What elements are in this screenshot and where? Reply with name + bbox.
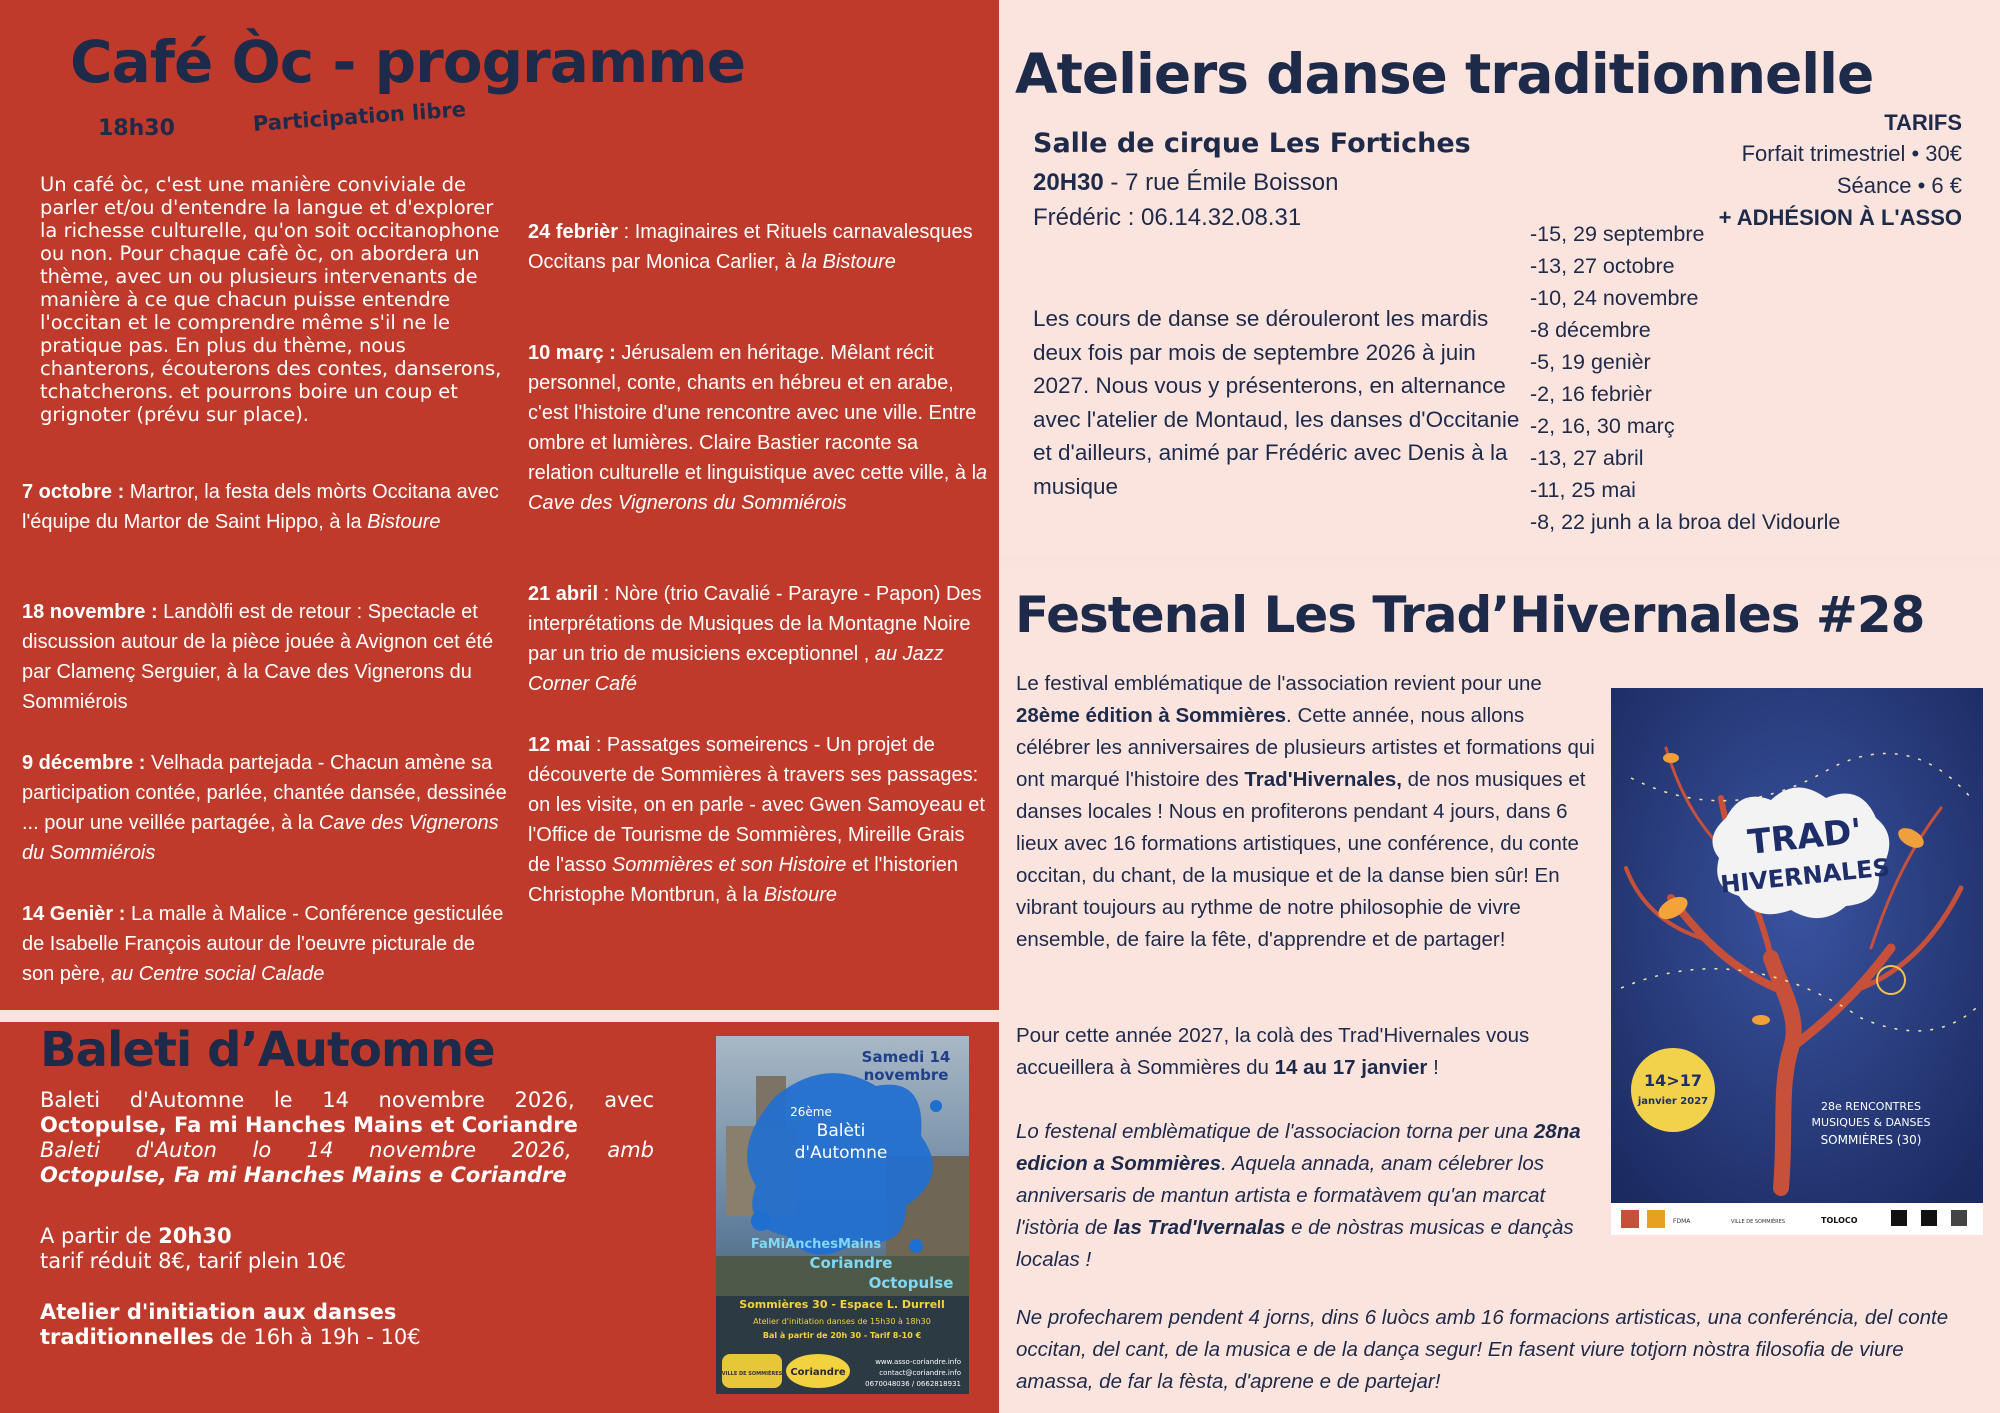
p-text: de nos musiques et danses locales ! Nous en profiterons pendant 4 jours, dans 6 lieux avec 16 formations artistiques, une conférence, du conte occitan, du chant, de la musique et de la danse bien sûr! En vibrant toujours au rythme de notre philosophie de vivre ensemble, de faire la fête, d'apprendre et de partager!	[1016, 768, 1586, 951]
baleti-atelier-time: de 16h à 19h - 10€	[213, 1325, 421, 1349]
poster-illustration	[1611, 688, 1983, 1235]
bal-poster-place: Sommières 30 - Espace L. Durrell	[739, 1298, 945, 1311]
entry-place: la Bistoure	[801, 251, 896, 273]
ateliers-date: -10, 24 novembre	[1530, 286, 1699, 310]
baleti-tarif: tarif réduit 8€, tarif plein 10€	[40, 1249, 346, 1273]
baleti-start-label: A partir de	[40, 1224, 159, 1248]
cafe-entry-march	[528, 338, 988, 518]
poster-title-2: HIVERNALES	[1719, 853, 1892, 899]
bal-poster-name-1: Balèti	[816, 1121, 866, 1141]
festenal-paragraph-oc	[1016, 1116, 1596, 1276]
cafe-oc-section	[0, 0, 999, 1010]
entry-place: a Cave des Vignerons du Sommiérois	[528, 462, 988, 514]
p-bold: las Trad'Ivernalas	[1113, 1216, 1286, 1239]
festenal-paragraph-oc-2: Ne profecharem pendent 4 jorns, dins 6 luòcs amb 16 formacions artisticas, una conferéncia, del conte occitan, del cant, de la musica e de la dança segur! En fasent viure totjorn nòstra filosofia de viure amassa, de far la fèsta, d'aprene e de partejar!	[1016, 1306, 1949, 1393]
baleti-bands-oc: Octopulse, Fa mi Hanches Mains e Coriandre	[40, 1163, 567, 1187]
bal-poster-logo-ville: VILLE DE SOMMIÈRES	[721, 1371, 783, 1377]
ateliers-time-address	[1033, 169, 1339, 197]
cafe-entry-november	[22, 597, 510, 717]
entry-date: 10 març :	[528, 342, 616, 364]
baleti-start-time: 20h30	[158, 1224, 232, 1248]
entry-date: 12 mai	[528, 734, 591, 756]
ateliers-tarifs	[1719, 108, 1962, 234]
ateliers-date: -8, 22 junh a la broa del Vidourle	[1530, 510, 1841, 534]
ateliers-dates-list	[1530, 218, 1840, 538]
bal-poster-band-2: Coriandre	[809, 1254, 893, 1272]
baleti-oc-text: Baleti d'Auton lo 14 novembre 2026, amb	[40, 1138, 654, 1162]
bal-poster-date-1: Samedi 14	[861, 1048, 951, 1066]
poster-sponsor-toloco: TOLOCO	[1821, 1216, 1858, 1225]
trad-hivernales-poster	[1611, 688, 1983, 1235]
cafe-oc-title: Café Òc - programme	[70, 28, 746, 96]
cafe-entry-april	[528, 579, 988, 699]
cafe-oc-intro: Un café òc, c'est une manière conviviale de parler et/ou d'entendre la langue et d'explorer la richesse culturelle, qu'on soit occitanophone ou non. Pour chaque cafè òc, on abordera un thème, avec un ou plusieurs intervenants de manière à ce que chacun puisse entendre l'occitan et le comprendre même s'il ne le pratique pas. En plus du thème, nous chanterons, écouterons des contes, danserons, tchatcherons. et pourrons boire un coup et grignoter (prévu sur place).	[40, 173, 502, 426]
p-bold: 14 au 17 janvier	[1274, 1056, 1428, 1079]
baleti-bands-fr: Octopulse, Fa mi Hanches Mains et Coriandre	[40, 1113, 578, 1137]
bal-poster-mail: contact@coriandre.info	[879, 1369, 961, 1377]
baleti-fr-line-2	[40, 1113, 578, 1138]
poster-dates-2: janvier 2027	[1637, 1096, 1709, 1107]
entry-text: : Passatges someirencs - Un projet de découverte de Sommières à travers ses passages: on les visite, on en parle - avec Gwen Samoyeau et l'Office de Tourisme de Sommières, Mireille Grais de l'asso	[528, 734, 985, 876]
p-text: e de nòstras musicas e dançàs localas !	[1016, 1216, 1574, 1271]
p-text: Pour cette année 2027, la colà des Trad'Hivernales vous accueillera à Sommières du	[1016, 1024, 1530, 1079]
baleti-poster	[716, 1036, 969, 1394]
entry-place: au Jazz Corner Café	[528, 643, 944, 695]
poster-rencontres-2: MUSIQUES & DANSES	[1811, 1116, 1931, 1129]
festenal-paragraph-fr	[1016, 668, 1596, 956]
entry-date: 21 abril	[528, 583, 599, 605]
baleti-oc-line-2	[40, 1163, 567, 1188]
p-bold: 28ème édition à Sommières	[1016, 704, 1287, 727]
poster-rencontres-1: 28e RENCONTRES	[1821, 1100, 1921, 1113]
tarifs-heading: TARIFS	[1884, 110, 1962, 135]
entry-text: Landòlfi est de retour : Spectacle et discussion autour de la pièce jouée à Avignon cet été par Clamenç Serguier, à la Cave des Vignerons du Sommiérois	[22, 601, 494, 713]
ateliers-date: -8 décembre	[1530, 318, 1651, 342]
bal-poster-web: www.asso-coriandre.info	[875, 1358, 961, 1366]
ateliers-title: Ateliers danse traditionnelle	[1015, 42, 1874, 106]
baleti-atelier-title: Atelier d'initiation aux danses	[40, 1300, 397, 1324]
entry-text: : Imaginaires et Rituels carnavalesques Occitans par Monica Carlier, à	[528, 221, 973, 273]
p-text: !	[1427, 1056, 1439, 1079]
poster-dates-1: 14>17	[1644, 1071, 1702, 1090]
p-bold: Trad'Hivernales,	[1244, 768, 1402, 791]
cafe-entry-december	[22, 748, 510, 868]
p-text: Lo festenal emblèmatique de l'associacion torna per una	[1016, 1120, 1534, 1143]
ateliers-date: -13, 27 abril	[1530, 446, 1644, 470]
p-text: Le festival emblématique de l'association revient pour une	[1016, 672, 1542, 695]
bal-poster-logo-coriandre: Coriandre	[790, 1367, 846, 1378]
baleti-atelier-title-2: traditionnelles	[40, 1325, 214, 1349]
festenal-paragraph-dates	[1016, 1020, 1596, 1084]
entry-text-after: et l'historien Christophe Montbrun, à la	[528, 854, 959, 906]
entry-text: La malle à Malice - Conférence gesticulée de Isabelle François autour de l'oeuvre picturale de son père,	[22, 903, 504, 985]
entry-date: 14 Genièr :	[22, 903, 126, 925]
festenal-section	[999, 568, 2000, 1413]
baleti-section	[0, 1022, 999, 1413]
tarifs-adhesion: + ADHÉSION À L'ASSO	[1718, 205, 1962, 230]
entry-date: 24 febrièr	[528, 221, 619, 243]
ateliers-contact: Frédéric : 06.14.32.08.31	[1033, 204, 1302, 231]
cafe-oc-time: 18h30	[98, 116, 175, 141]
cafe-entry-may	[528, 730, 988, 910]
entry-text: Velhada partejada - Chacun amène sa participation contée, parlée, chantée dansée, dessinée ... pour une veillée partagée, à la	[22, 752, 507, 834]
entry-text: Jérusalem en héritage. Mêlant récit personnel, conte, chants en hébreu et en arabe, c'est l'histoire d'une rencontre avec une ville. Entre ombre et lumières. Claire Bastier raconte sa relation culturelle et linguistique avec cette ville, à l	[528, 342, 977, 484]
entry-date: 18 novembre :	[22, 601, 158, 623]
entry-text: : Nòre (trio Cavalié - Parayre - Papon) Des interprétations de Musiques de la Montagne Noire par un trio de musiciens exceptionnel ,	[528, 583, 982, 665]
cafe-entry-january	[22, 899, 510, 989]
ateliers-date: -2, 16, 30 març	[1530, 414, 1675, 438]
festenal-title: Festenal Les Trad’Hivernales #28	[1015, 586, 1925, 644]
ateliers-description: Les cours de danse se dérouleront les mardis deux fois par mois de septembre 2026 à juin 2027. Nous vous y présenterons, en alternance avec l'atelier de Montaud, les danses d'Occitanie et d'ailleurs, animé par Frédéric avec Denis à la musique	[1033, 306, 1520, 499]
p-text: . Cette année, nous allons célébrer les anniversaires de plusieurs artistes et formations qui ont marqué l'histoire des	[1016, 704, 1595, 791]
baleti-atelier-line-1	[40, 1300, 396, 1325]
bal-poster-bal: Bal à partir de 20h 30 - Tarif 8-10 €	[762, 1331, 922, 1340]
cafe-entry-october	[22, 477, 510, 537]
entry-date: 9 décembre :	[22, 752, 146, 774]
ateliers-section	[999, 0, 2000, 555]
baleti-start	[40, 1224, 232, 1249]
bal-poster-band-1: FaMiAnchesMains	[750, 1237, 882, 1252]
bal-poster-date-2: novembre	[863, 1066, 949, 1084]
baleti-fr-line-1: Baleti d'Automne le 14 novembre 2026, avec	[40, 1088, 654, 1112]
entry-place: Cave des Vignerons du Sommiérois	[22, 812, 499, 864]
bal-poster-phone: 0670048036 / 0662818931	[865, 1380, 961, 1388]
ateliers-date: -2, 16 febrièr	[1530, 382, 1652, 406]
poster-sponsor-ville: VILLE DE SOMMIÈRES	[1731, 1219, 1785, 1225]
poster-title-1: TRAD'	[1745, 811, 1864, 863]
baleti-oc-line-1	[40, 1138, 654, 1163]
entry-text: Martror, la festa dels mòrts Occitana avec l'équipe du Martor de Saint Hippo, à la	[22, 481, 499, 533]
ateliers-date: -13, 27 octobre	[1530, 254, 1675, 278]
cafe-entry-february	[528, 217, 988, 277]
entry-date: 7 octobre :	[22, 481, 125, 503]
baleti-atelier-line-2	[40, 1325, 421, 1350]
bal-poster-edition: 26ème	[790, 1105, 832, 1119]
p-bold: 28na edicion a Sommières	[1016, 1120, 1581, 1175]
ateliers-venue: Salle de cirque Les Fortiches	[1033, 128, 1471, 159]
baleti-title: Baleti d’Automne	[40, 1022, 495, 1078]
poster-sponsor-fdma: FDMA	[1673, 1218, 1691, 1225]
entry-place: au Centre social Calade	[110, 963, 325, 985]
bal-poster-name-2: d'Automne	[794, 1143, 888, 1163]
bal-poster-atelier: Atelier d'initiation danses de 15h30 à 18h30	[753, 1317, 931, 1326]
cafe-oc-participation: Participation libre	[252, 97, 467, 136]
entry-place: Bistoure	[367, 511, 441, 533]
ateliers-date: -11, 25 mai	[1530, 478, 1636, 502]
tarifs-seance: Séance • 6 €	[1836, 173, 1962, 198]
tarifs-forfait: Forfait trimestriel • 30€	[1741, 141, 1962, 166]
p-text: . Aquela annada, anam célebrer los anniversaris de mantun artista e formatàvem qu'an marcat l'istòria de	[1016, 1152, 1546, 1239]
ateliers-time: 20H30	[1033, 169, 1104, 196]
ateliers-date: -5, 19 genièr	[1530, 350, 1651, 374]
baleti-poster-illustration	[716, 1036, 969, 1394]
entry-place-2: Bistoure	[763, 884, 838, 906]
bal-poster-band-3: Octopulse	[868, 1274, 954, 1292]
ateliers-date: -15, 29 septembre	[1530, 222, 1705, 246]
poster-location: SOMMIÈRES (30)	[1820, 1133, 1922, 1147]
ateliers-address: - 7 rue Émile Boisson	[1103, 169, 1339, 196]
entry-place: Sommières et son Histoire	[611, 854, 847, 876]
